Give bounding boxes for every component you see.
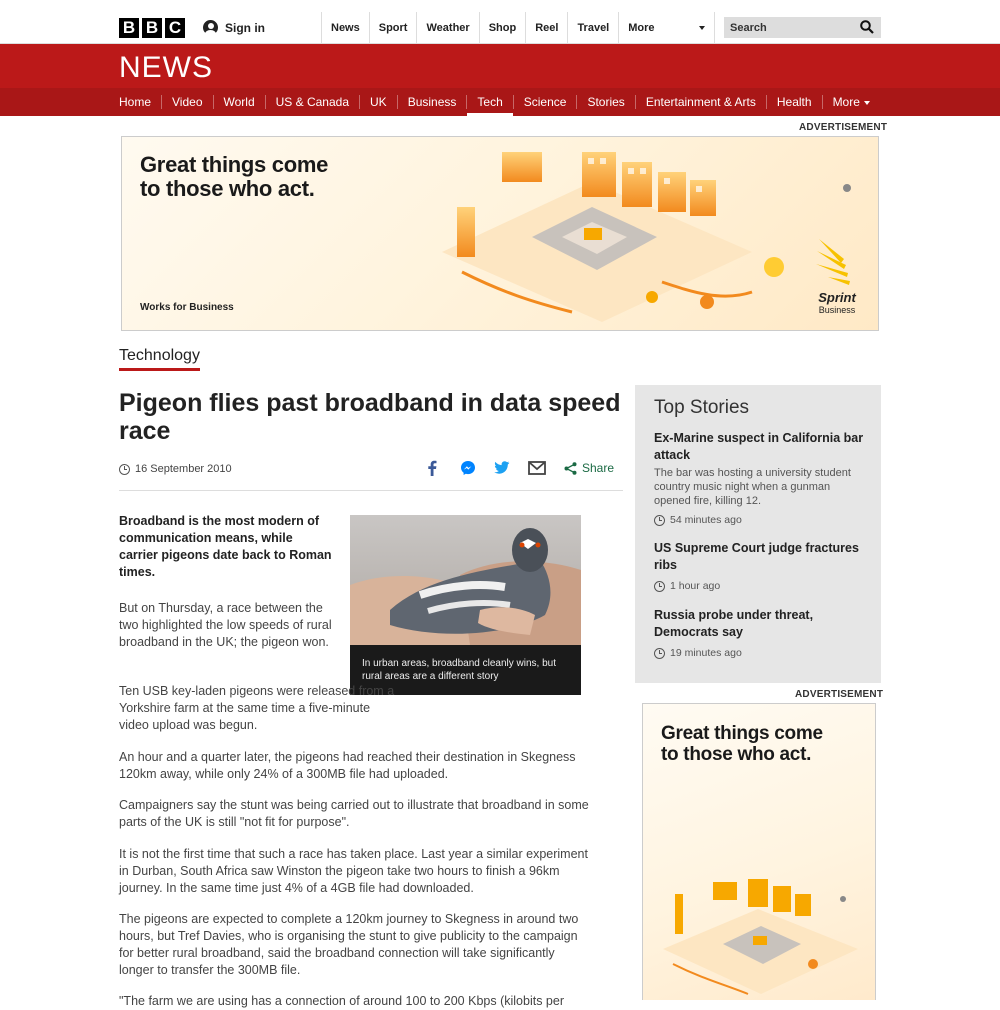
clock-icon <box>119 464 130 475</box>
pigeon-image <box>350 515 581 645</box>
advertisement-label: ADVERTISEMENT <box>799 122 888 133</box>
side-advertisement[interactable] <box>642 703 876 1000</box>
article-paragraph: But on Thursday, a race between the two highlighted the low speeds of rural broadband in the UK; the pigeon won. <box>119 601 332 649</box>
email-icon[interactable] <box>528 461 546 475</box>
top-story[interactable] <box>654 430 864 526</box>
article-date-text: 16 September 2010 <box>135 463 232 475</box>
image-caption: In urban areas, broadband cleanly wins, but rural areas are a different story <box>362 658 557 682</box>
top-story-headline[interactable]: Ex-Marine suspect in California bar attack <box>654 431 864 462</box>
clock-icon <box>654 515 665 526</box>
top-story-time <box>654 647 864 659</box>
top-nav-shop[interactable]: Shop <box>479 12 526 44</box>
ad-headline-line: to those who act. <box>140 176 315 201</box>
search-input[interactable] <box>724 17 854 38</box>
nav-tech[interactable]: Tech <box>466 95 512 109</box>
nav-entertainment-arts[interactable]: Entertainment & Arts <box>635 95 766 109</box>
article-paragraph: "The farm we are using has a connection of around 100 to 200 Kbps (kilobits per <box>119 994 564 1008</box>
nav-health[interactable]: Health <box>766 95 822 109</box>
ad-headline-line: Great things come <box>140 152 329 177</box>
advertisement-label: ADVERTISEMENT <box>795 689 884 700</box>
divider <box>119 490 623 491</box>
article-date <box>119 463 232 475</box>
ad-tagline: Works for Business <box>140 302 234 313</box>
sign-in-label: Sign in <box>225 20 265 35</box>
top-nav-travel[interactable]: Travel <box>567 12 618 44</box>
top-nav-reel[interactable]: Reel <box>525 12 567 44</box>
top-nav-weather[interactable]: Weather <box>416 12 478 44</box>
share-icon <box>564 462 577 475</box>
top-nav-news[interactable]: News <box>321 12 369 44</box>
chevron-down-icon <box>864 101 870 105</box>
share-label: Share <box>582 461 615 475</box>
news-logo[interactable]: NEWS <box>119 51 213 84</box>
search-icon[interactable] <box>860 20 874 34</box>
bbc-logo-letter: B <box>142 18 162 38</box>
sprint-brand <box>812 290 862 315</box>
ad-brand-sub: Business <box>818 305 856 315</box>
top-story-time-text: 19 minutes ago <box>670 647 742 659</box>
nav-world[interactable]: World <box>213 95 265 109</box>
top-nav-more[interactable] <box>618 12 715 44</box>
ad-headline-line: to those who act. <box>661 744 812 765</box>
article-paragraph: Ten USB key-laden pigeons were released from a Yorkshire farm at the same time a five-minute video upload was begun. <box>119 684 395 732</box>
banner-advertisement[interactable] <box>121 136 879 331</box>
search-box <box>724 17 881 38</box>
top-story-time-text: 1 hour ago <box>670 580 721 592</box>
top-story-time <box>654 514 864 526</box>
ad-brand-name: Sprint <box>818 290 856 305</box>
article-lead: Broadband is the most modern of communication means, while carrier pigeons date back to Roman times. <box>119 514 332 579</box>
top-nav-more-label: More <box>628 22 655 34</box>
top-nav <box>321 12 715 44</box>
bbc-logo-letter: B <box>119 18 139 38</box>
top-bar <box>0 0 1000 44</box>
pigeon-photo <box>350 515 581 645</box>
sprint-logo-icon <box>814 237 860 287</box>
top-story-time-text: 54 minutes ago <box>670 514 742 526</box>
chevron-down-icon <box>699 26 705 30</box>
user-icon <box>203 20 218 35</box>
nav-video[interactable]: Video <box>161 95 212 109</box>
article-image <box>350 515 581 695</box>
twitter-icon[interactable] <box>494 461 510 475</box>
top-story-headline[interactable]: Russia probe under threat, Democrats say <box>654 608 814 639</box>
article-paragraph: Campaigners say the stunt was being carried out to illustrate that broadband in some parts of the UK is still "not fit for purpose". <box>119 798 589 829</box>
ad-headline-line: Great things come <box>661 723 823 744</box>
clock-icon <box>654 581 665 592</box>
top-story[interactable] <box>654 540 864 592</box>
top-stories-panel <box>635 385 881 683</box>
nav-uk[interactable]: UK <box>359 95 397 109</box>
nav-home[interactable]: Home <box>119 95 152 109</box>
clock-icon <box>654 648 665 659</box>
facebook-icon[interactable] <box>425 460 439 476</box>
main-nav <box>119 88 880 116</box>
top-story-headline[interactable]: US Supreme Court judge fractures ribs <box>654 541 859 572</box>
ad-city-illustration <box>422 142 852 327</box>
nav-business[interactable]: Business <box>397 95 467 109</box>
nav-more-label: More <box>832 95 860 109</box>
ad-headline <box>140 153 328 201</box>
bbc-logo-letter: C <box>165 18 185 38</box>
nav-science[interactable]: Science <box>513 95 577 109</box>
sign-in-link[interactable] <box>203 20 265 35</box>
top-story[interactable] <box>654 607 864 659</box>
top-story-summary: The bar was hosting a university student country music night when a gunman opened fire, killing 12. <box>654 467 851 507</box>
share-tools <box>425 460 614 476</box>
nav-stories[interactable]: Stories <box>576 95 634 109</box>
section-label[interactable]: Technology <box>119 347 200 371</box>
share-button[interactable] <box>564 461 614 475</box>
top-nav-sport[interactable]: Sport <box>369 12 417 44</box>
nav-more[interactable] <box>822 95 880 109</box>
bbc-logo[interactable] <box>119 18 185 38</box>
article-paragraph: The pigeons are expected to complete a 120km journey to Skegness in around two hours, but Tref Davies, who is organising the stunt to give publicity to the campaign for better rural broadband, said the broadband connection will take significantly longer to transfer the 300MB file. <box>119 912 579 977</box>
article-headline: Pigeon flies past broadband in data speed race <box>119 389 621 445</box>
article-paragraph: An hour and a quarter later, the pigeons had reached their destination in Skegness 120km away, while only 24% of a 300MB file had uploaded. <box>119 750 576 781</box>
top-stories-title: Top Stories <box>654 397 750 418</box>
ad-headline <box>661 723 823 765</box>
ad-city-illustration <box>653 854 867 1001</box>
top-story-time <box>654 580 864 592</box>
messenger-icon[interactable] <box>460 460 476 476</box>
nav-us-canada[interactable]: US & Canada <box>265 95 359 109</box>
article-paragraph: It is not the first time that such a race has taken place. Last year a similar experiment in Durban, South Africa saw Winston the pigeon take two hours to finish a 96km journey. In the same time just 4% of a 4GB file had downloaded. <box>119 847 588 895</box>
